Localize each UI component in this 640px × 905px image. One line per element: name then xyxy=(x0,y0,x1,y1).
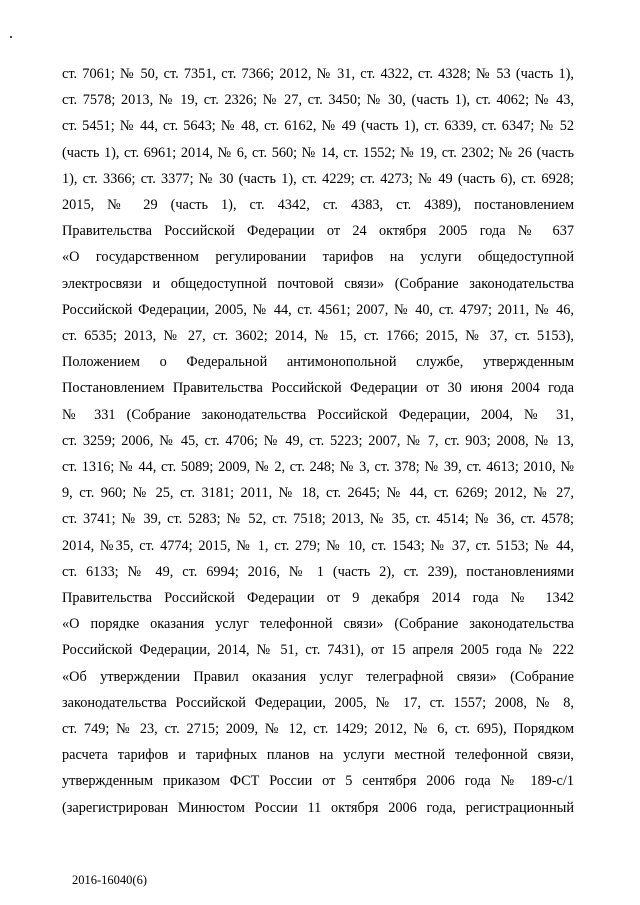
text-line: № 331 (Собрание законодательства Российской Федерации, 2004, № 31, xyxy=(62,406,574,423)
text-line: ст. 6535; 2013, № 27, ст. 3602; 2014, № 15, ст. 1766; 2015, № 37, ст. 5153), xyxy=(62,328,574,345)
text-line: Положением о Федеральной антимонопольной службе, утвержденным xyxy=(62,354,574,371)
text-line: Российской Федерации, 2005, № 44, ст. 4561; 2007, № 40, ст. 4797; 2011, № 46, xyxy=(62,301,574,318)
text-line: 9, ст. 960; № 25, ст. 3181; 2011, № 18, ст. 2645; № 44, ст. 6269; 2012, № 27, xyxy=(62,485,574,502)
text-line: «Об утверждении Правил оказания услуг телеграфной связи» (Собрание xyxy=(62,668,574,685)
text-line: ст. 7578; 2013, № 19, ст. 2326; № 27, ст. 3450; № 30, (часть 1), ст. 4062; № 43, xyxy=(62,92,574,109)
text-line: утвержденным приказом ФСТ России от 5 сентября 2006 года № 189-с/1 xyxy=(62,773,574,790)
text-line: Правительства Российской Федерации от 24 октября 2005 года № 637 xyxy=(62,223,574,240)
text-line: (часть 1), ст. 6961; 2014, № 6, ст. 560; № 14, ст. 1552; № 19, ст. 2302; № 26 (часть xyxy=(62,144,574,161)
text-line: 2014, №35, ст. 4774; 2015, № 1, ст. 279; № 10, ст. 1543; № 37, ст. 5153; № 44, xyxy=(62,537,574,554)
text-line: «О государственном регулировании тарифов на услуги общедоступной xyxy=(62,249,574,266)
text-line: ст. 6133; № 49, ст. 6994; 2016, № 1 (часть 2), ст. 239), постановлениями xyxy=(62,563,574,580)
text-line: расчета тарифов и тарифных планов на услуги местной телефонной связи, xyxy=(62,747,574,764)
text-line: ст. 3259; 2006, № 45, ст. 4706; № 49, ст. 5223; 2007, № 7, ст. 903; 2008, № 13, xyxy=(62,432,574,449)
text-line: Постановлением Правительства Российской Федерации от 30 июня 2004 года xyxy=(62,380,574,397)
text-line: (зарегистрирован Минюстом России 11 октября 2006 года, регистрационный xyxy=(62,799,574,816)
text-line: 1), ст. 3366; ст. 3377; № 30 (часть 1), ст. 4229; ст. 4273; № 49 (часть 6), ст. 6928; xyxy=(62,170,574,187)
text-line: 2015, № 29 (часть 1), ст. 4342, ст. 4383, ст. 4389), постановлением xyxy=(62,197,574,214)
text-line: Российской Федерации, 2014, № 51, ст. 7431), от 15 апреля 2005 года № 222 xyxy=(62,642,574,659)
text-line: законодательства Российской Федерации, 2005, № 17, ст. 1557; 2008, № 8, xyxy=(62,694,574,711)
text-line: ст. 3741; № 39, ст. 5283; № 52, ст. 7518; 2013, № 35, ст. 4514; № 36, ст. 4578; xyxy=(62,511,574,528)
scan-speck xyxy=(10,36,12,38)
text-line: ст. 5451; № 44, ст. 5643; № 48, ст. 6162, № 49 (часть 1), ст. 6339, ст. 6347; № 52 xyxy=(62,118,574,135)
text-line: «О порядке оказания услуг телефонной связи» (Собрание законодательства xyxy=(62,616,574,633)
text-line: электросвязи и общедоступной почтовой связи» (Собрание законодательства xyxy=(62,275,574,292)
text-line: ст. 749; № 23, ст. 2715; 2009, № 12, ст. 1429; 2012, № 6, ст. 695), Порядком xyxy=(62,721,574,738)
text-line: Правительства Российской Федерации от 9 декабря 2014 года № 1342 xyxy=(62,590,574,607)
document-code: 2016-16040(6) xyxy=(72,873,147,887)
text-line: ст. 7061; № 50, ст. 7351, ст. 7366; 2012, № 31, ст. 4322, ст. 4328; № 53 (часть 1), xyxy=(62,66,574,82)
text-line: ст. 1316; № 44, ст. 5089; 2009, № 2, ст. 248; № 3, ст. 378; № 39, ст. 4613; 2010, № xyxy=(62,459,574,476)
document-body-text xyxy=(62,61,574,821)
